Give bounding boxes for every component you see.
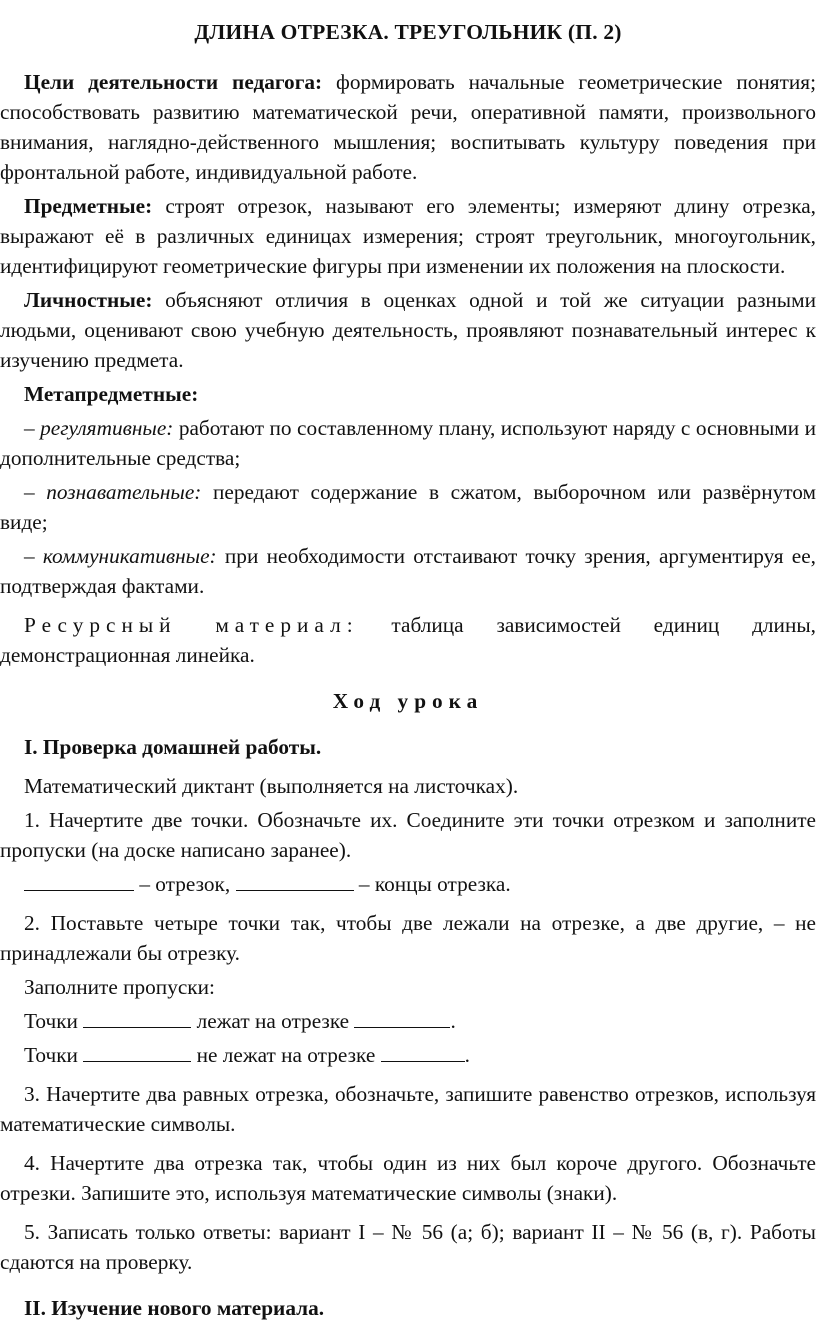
fill-text: – отрезок, [134, 872, 236, 896]
blank-line [354, 1026, 450, 1028]
goals-text: формировать начальные геометрические понятия; способствовать развитию математической речи, оперативной памяти, произвольного внимания, наглядно-действенного мышления; воспитывать культуру поведения при фронтальной работе, индивидуальной работе. [0, 70, 816, 184]
question-1-fill-line [0, 869, 816, 899]
meta-item-dash: – [24, 544, 43, 568]
meta-results-label: Метапредметные: [24, 382, 199, 406]
section1-intro: Математический диктант (выполняется на листочках). [24, 774, 519, 798]
blank-line [83, 1060, 191, 1062]
fill-text: . [450, 1009, 456, 1033]
lesson-heading: Ход урока [332, 689, 484, 713]
subject-results-paragraph [0, 191, 816, 281]
question-5: 5. Записать только ответы: вариант I – № 56 (а; б); вариант II – № 56 (в, г). Работы сдаются на проверку. [0, 1220, 816, 1274]
subject-results-text: строят отрезок, называют его элементы; измеряют длину отрезка, выражают её в различных единицах измерения; строят треугольник, многоугольник, идентифицируют геометрические фигуры при изменении их положения на плоскости. [0, 194, 816, 278]
blank-line [381, 1060, 465, 1062]
fill-line-1 [0, 1006, 816, 1036]
meta-item-dash: – [24, 416, 41, 440]
section2-heading: II. Изучение нового материала. [24, 1296, 325, 1320]
meta-item-text: передают содержание в сжатом, выборочном или развёрнутом виде; [0, 480, 816, 534]
fill-text: лежат на отрезке [191, 1009, 355, 1033]
fill-label: Заполните пропуски: [24, 975, 215, 999]
goals-label: Цели деятельности педагога: [24, 70, 323, 94]
fill-text: Точки [24, 1043, 84, 1067]
meta-item-kind: коммуникативные: [42, 544, 217, 568]
meta-item-text: работают по составленному плану, используют наряду с основными и дополнительные средства; [0, 416, 816, 470]
blank-line [83, 1026, 191, 1028]
meta-item-kind: познавательные: [46, 480, 202, 504]
personal-results-label: Личностные: [24, 288, 153, 312]
meta-item-text: при необходимости отстаивают точку зрения, аргументируя ее, подтверждая фактами. [0, 544, 816, 598]
question-4: 4. Начертите два отрезка так, чтобы один из них был короче другого. Обозначьте отрезки. Запишите это, используя математические символы (знаки). [0, 1151, 816, 1205]
meta-item-regulative [0, 413, 816, 473]
blank-line [236, 889, 354, 891]
subject-results-label: Предметные: [24, 194, 153, 218]
fill-text: . [464, 1043, 470, 1067]
blank-line [24, 889, 134, 891]
fill-text: Точки [24, 1009, 84, 1033]
resource-text: таблица зависимостей единиц длины, демонстрационная линейка. [0, 613, 816, 667]
meta-item-communicative [0, 541, 816, 601]
personal-results-text: объясняют отличия в оценках одной и той же ситуации разными людьми, оценивают свою учебную деятельность, проявляют познавательный интерес к изучению предмета. [0, 288, 816, 372]
question-2: 2. Поставьте четыре точки так, чтобы две лежали на отрезке, а две другие, – не принадлежали бы отрезку. [0, 911, 816, 965]
question-1: 1. Начертите две точки. Обозначьте их. Соедините эти точки отрезком и заполните пропуски (на доске написано заранее). [0, 808, 816, 862]
question-3: 3. Начертите два равных отрезка, обозначьте, запишите равенство отрезков, используя математические символы. [0, 1082, 816, 1136]
page-title: ДЛИНА ОТРЕЗКА. ТРЕУГОЛЬНИК (П. 2) [194, 20, 622, 44]
resource-paragraph [0, 610, 816, 670]
goals-paragraph [0, 67, 816, 187]
fill-text: – концы отрезка. [353, 872, 511, 896]
personal-results-paragraph [0, 285, 816, 375]
fill-line-2 [0, 1040, 816, 1070]
fill-text: не лежат на отрезке [191, 1043, 381, 1067]
section1-heading: I. Проверка домашней работы. [24, 735, 322, 759]
meta-item-dash: – [24, 480, 47, 504]
meta-item-cognitive [0, 477, 816, 537]
meta-item-kind: регулятивные: [40, 416, 174, 440]
resource-label: Ресурсный материал: [24, 613, 359, 637]
